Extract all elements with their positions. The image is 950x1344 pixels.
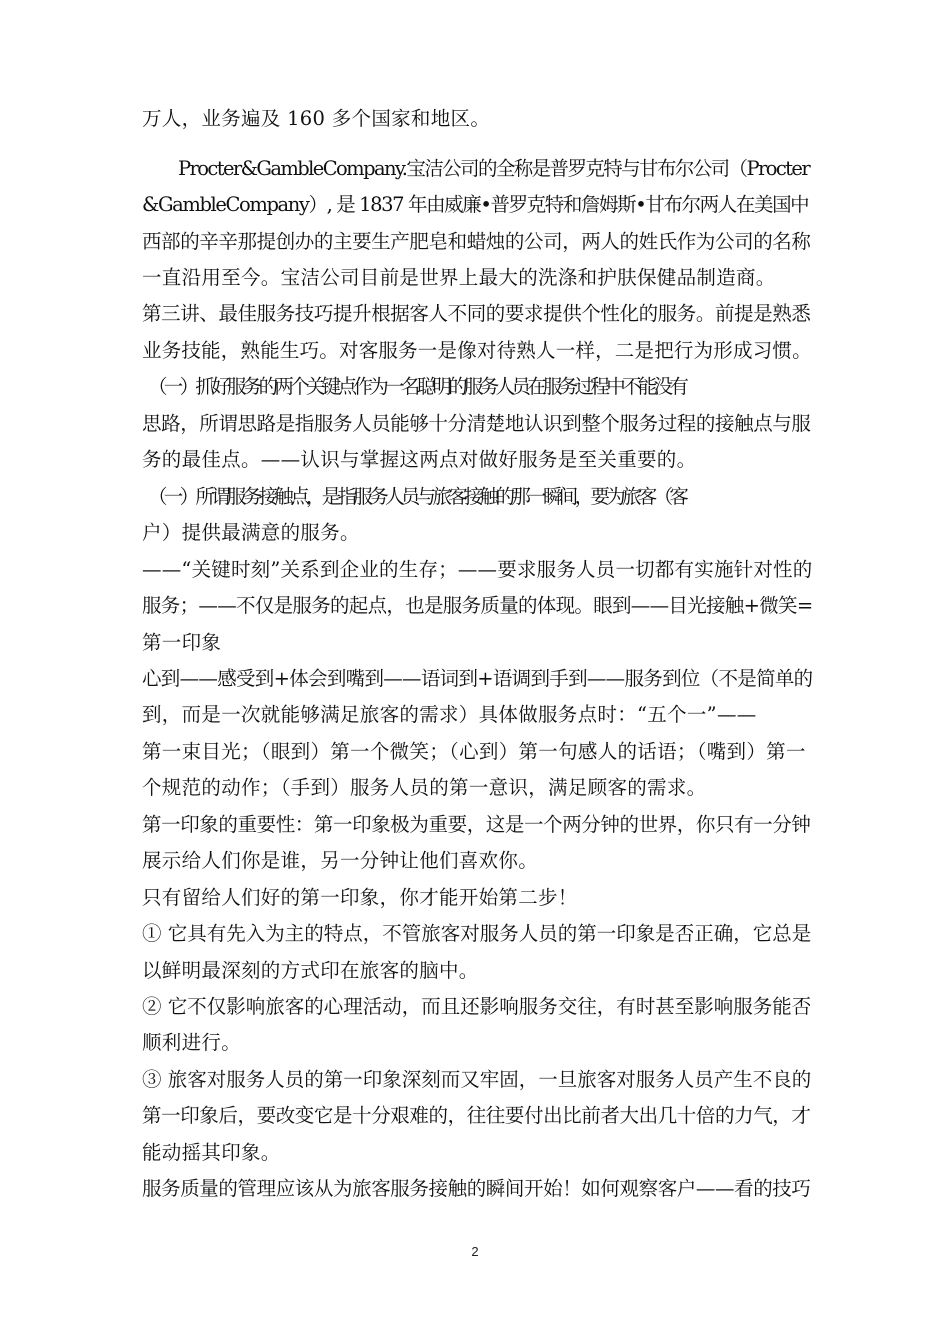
- text-line: 服务质量的管理应该从为旅客服务接触的瞬间开始！如何观察客户——看的技巧: [142, 1177, 811, 1200]
- text-line: &GambleCompany）, 是 1837 年由威廉•普罗克特和詹姆斯•甘布尔两人在美国中: [142, 193, 809, 216]
- text-line: ③ 旅客对服务人员的第一印象深刻而又牢固，一旦旅客对服务人员产生不良的: [142, 1068, 812, 1091]
- text-line: 到，而是一次就能够满足旅客的需求）具体做服务点时：“五个一”——: [142, 703, 757, 726]
- text-line: 第一印象后，要改变它是十分艰难的，往往要付出比前者大出几十倍的力气，才: [142, 1104, 811, 1127]
- text-line: 展示给人们你是谁，另一分钟让他们喜欢你。: [142, 849, 539, 872]
- text-line: Procter&GambleCompany.宝洁公司的全称是普罗克特与甘布尔公司（Procter: [178, 157, 810, 180]
- text-line: （一）抓好服务的两个关键点作为一名聪明的服务人员在服务过程中不能没有: [148, 375, 686, 398]
- text-line: 心到——感受到+体会到嘴到——语词到+语调到手到——服务到位（不是简单的: [142, 667, 813, 690]
- text-line: ② 它不仅影响旅客的心理活动，而且还影响服务交往，有时甚至影响服务能否: [142, 995, 812, 1018]
- text-line: 户）提供最满意的服务。: [142, 521, 360, 544]
- text-line: ——“关键时刻”关系到企业的生存；——要求服务人员一切都有实施针对性的: [142, 558, 813, 581]
- text-line: 万人，业务遍及 160 多个国家和地区。: [142, 107, 491, 130]
- text-line: 个规范的动作；（手到）服务人员的第一意识，满足顾客的需求。: [142, 776, 707, 799]
- text-line: ① 它具有先入为主的特点，不管旅客对服务人员的第一印象是否正确，它总是: [142, 922, 812, 945]
- text-line: 顺利进行。: [142, 1031, 242, 1054]
- text-line: 第一束目光；（眼到）第一个微笑；（心到）第一句感人的话语；（嘴到）第一: [142, 740, 806, 763]
- text-line: 思路，所谓思路是指服务人员能够十分清楚地认识到整个服务过程的接触点与服: [142, 412, 811, 435]
- text-line: 第一印象的重要性：第一印象极为重要，这是一个两分钟的世界，你只有一分钟: [142, 813, 811, 836]
- text-line: （一）所谓服务接触点，是指服务人员与旅客接触的那一瞬间，要为旅客（客: [148, 485, 686, 508]
- text-line: 一直沿用至今。宝洁公司目前是世界上最大的洗涤和护肤保健品制造商。: [142, 266, 776, 289]
- text-line: 业务技能，熟能生巧。对客服务一是像对待熟人一样，二是把行为形成习惯。: [142, 339, 812, 362]
- text-line: 以鲜明最深刻的方式印在旅客的脑中。: [142, 959, 479, 982]
- text-line: 第三讲、最佳服务技巧提升根据客人不同的要求提供个性化的服务。前提是熟悉: [142, 302, 811, 325]
- text-line: 西部的辛辛那提创办的主要生产肥皂和蜡烛的公司，两人的姓氏作为公司的名称: [142, 230, 811, 253]
- text-line: 务的最佳点。——认识与掌握这两点对做好服务是至关重要的。: [142, 448, 697, 471]
- text-line: 只有留给人们好的第一印象，你才能开始第二步！: [142, 886, 578, 909]
- page-number: 2: [471, 1244, 479, 1259]
- text-line: 服务；——不仅是服务的起点，也是服务质量的体现。眼到——目光接触+微笑=: [142, 594, 813, 617]
- text-line: 能动摇其印象。: [142, 1141, 281, 1164]
- text-line: 第一印象: [142, 631, 222, 654]
